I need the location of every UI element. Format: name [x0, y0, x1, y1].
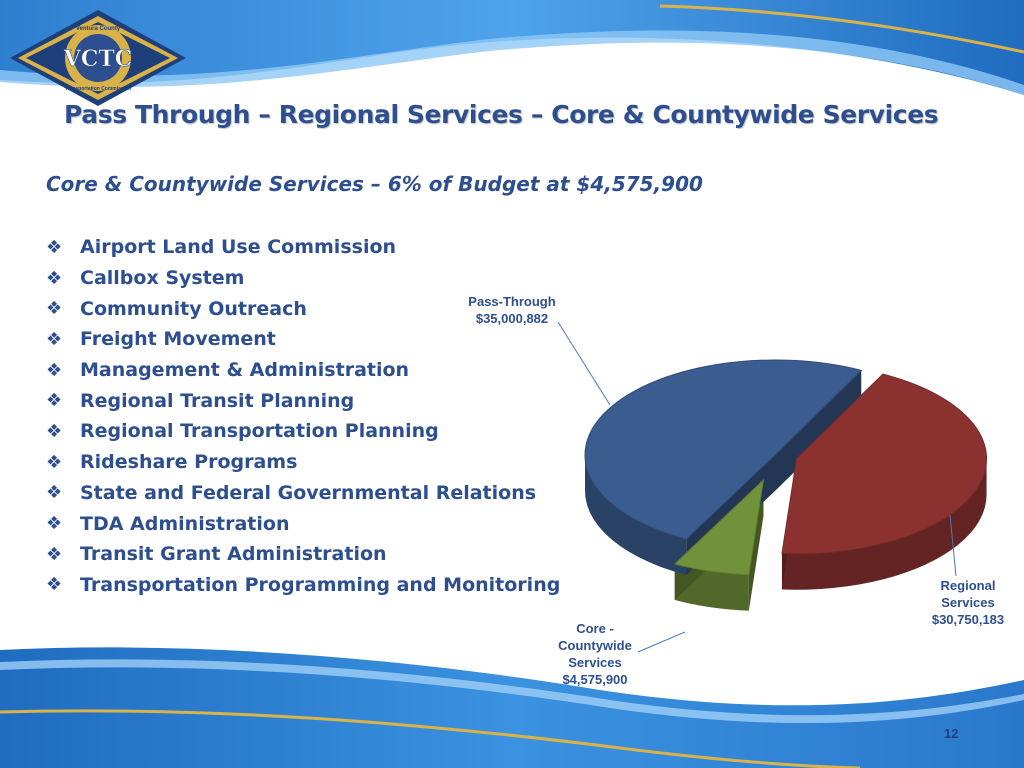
list-item-label: State and Federal Governmental Relations [80, 481, 537, 504]
logo-ring-top: Ventura County [75, 26, 121, 32]
pie-label-line: Pass-Through [468, 294, 556, 309]
logo-ring-bottom: Transportation Commission [64, 86, 132, 92]
logo-text: VCTC [63, 46, 133, 72]
diamond-flower-bullet-icon: ❖ [46, 451, 63, 473]
list-item-label: Freight Movement [80, 328, 276, 351]
diamond-flower-bullet-icon: ❖ [46, 390, 63, 412]
pie-label-line: $35,000,882 [475, 311, 549, 326]
list-item-label: Transportation Programming and Monitoring [80, 573, 561, 596]
vctc-logo [8, 8, 188, 108]
slide-title: Pass Through – Regional Services – Core & Countywide Services [64, 100, 939, 129]
list-item-label: Community Outreach [80, 297, 307, 320]
diamond-flower-bullet-icon: ❖ [46, 482, 63, 504]
pie-label-line: $4,575,900 [562, 672, 628, 687]
diamond-flower-bullet-icon: ❖ [46, 574, 63, 596]
pie-label-line: Regional [940, 578, 996, 593]
diamond-flower-bullet-icon: ❖ [46, 420, 63, 442]
pie-label-line: Services [568, 655, 622, 670]
list-item-label: Callbox System [80, 267, 245, 290]
pie-label-line: Core - [576, 621, 614, 636]
list-item [46, 232, 560, 263]
diamond-flower-bullet-icon: ❖ [46, 236, 63, 258]
page-number: 12 [944, 726, 959, 741]
leader-line [558, 322, 610, 405]
list-item-label: TDA Administration [80, 512, 290, 535]
list-item-label: Airport Land Use Commission [80, 236, 397, 259]
budget-pie-chart [440, 280, 1024, 700]
diamond-flower-bullet-icon: ❖ [46, 359, 63, 381]
diamond-flower-bullet-icon: ❖ [46, 513, 63, 535]
list-item-label: Regional Transportation Planning [80, 420, 439, 443]
diamond-flower-bullet-icon: ❖ [46, 328, 63, 350]
list-item-label: Regional Transit Planning [80, 389, 355, 412]
leader-line [638, 632, 685, 652]
diamond-flower-bullet-icon: ❖ [46, 298, 63, 320]
diamond-flower-bullet-icon: ❖ [46, 543, 63, 565]
pie-label-line: Services [941, 595, 995, 610]
list-item-label: Transit Grant Administration [80, 543, 387, 566]
list-item-label: Management & Administration [80, 359, 410, 382]
diamond-flower-bullet-icon: ❖ [46, 267, 63, 289]
slide-subtitle: Core & Countywide Services – 6% of Budget at $4,575,900 [46, 172, 703, 196]
pie-label [468, 294, 610, 405]
pie-label [558, 621, 685, 687]
pie-label-line: $30,750,183 [931, 612, 1005, 627]
pie-label-line: Countywide [558, 638, 632, 653]
list-item-label: Rideshare Programs [80, 451, 298, 474]
